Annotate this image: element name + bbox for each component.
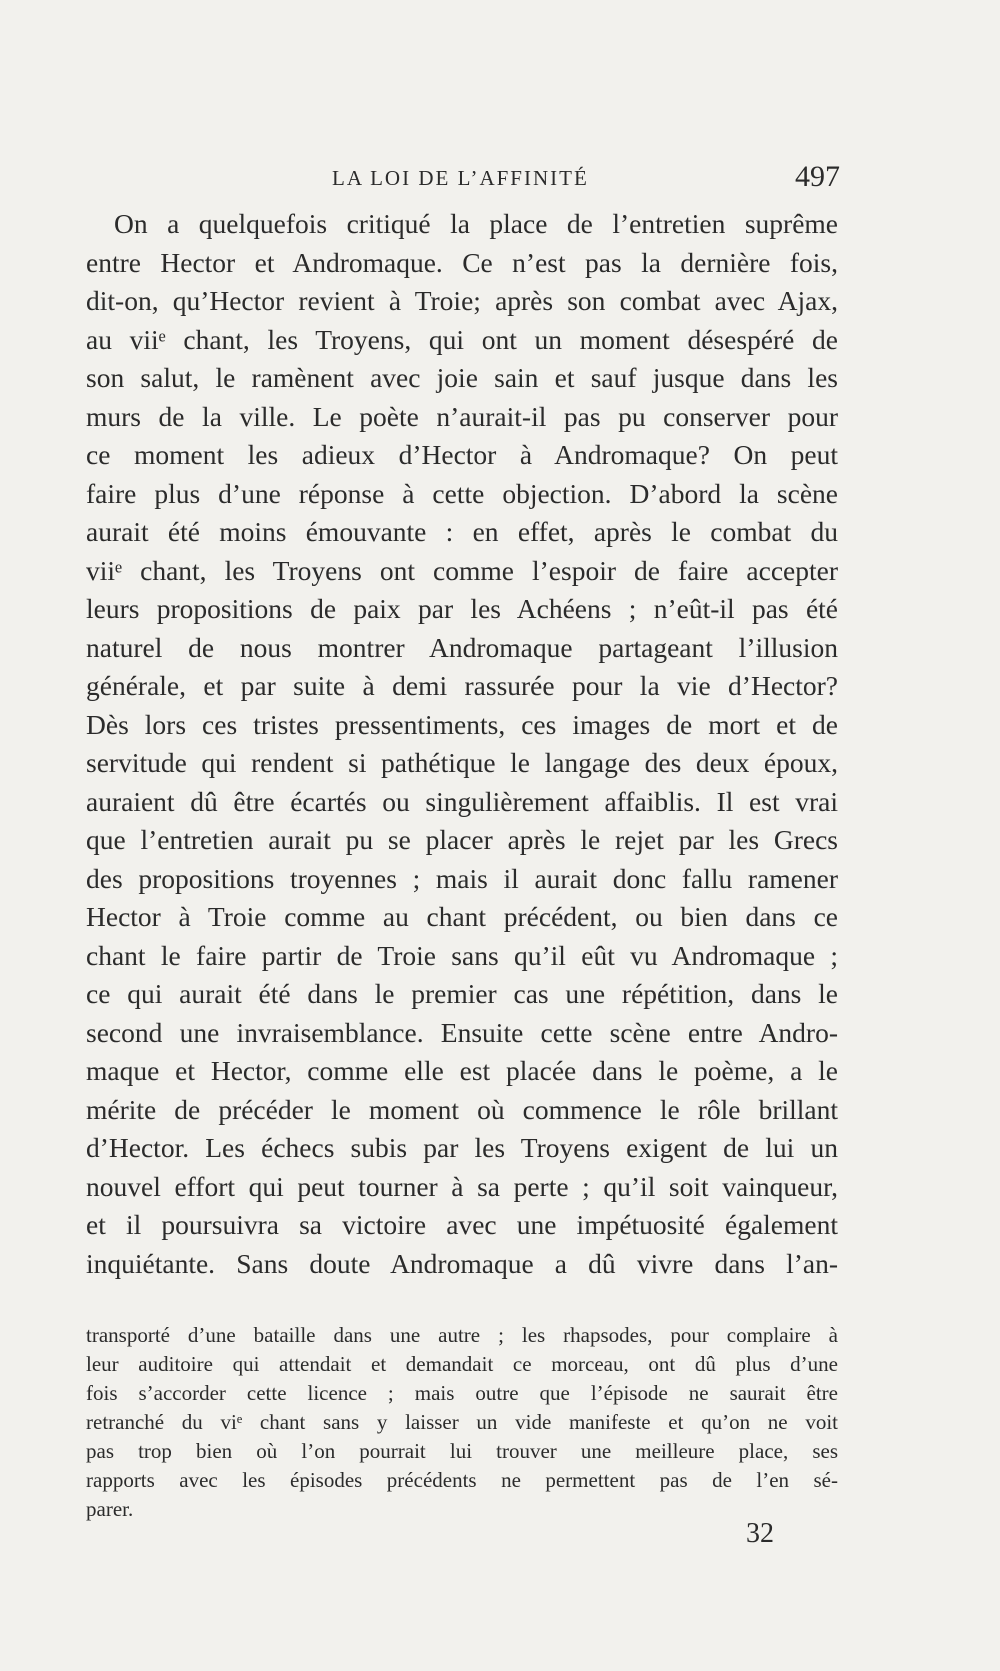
text-line: servitude qui rendent si pathétique le langage des deux époux, bbox=[86, 747, 838, 778]
text-line: chant le faire partir de Troie sans qu’il eût vu Andromaque ; bbox=[86, 939, 838, 971]
signature-mark: 32 bbox=[746, 1518, 774, 1549]
text-line: murs de la ville. Le poète n’aurait-il pas pu conserver pour bbox=[86, 400, 838, 432]
text-line: inquiétante. Sans doute Andromaque a dû vivre dans l’an- bbox=[86, 1247, 838, 1279]
text-line: second une invraisemblance. Ensuite cette scène entre Andro- bbox=[86, 1016, 838, 1048]
text-line: viiᵉ chant, les Troyens ont comme l’espoir de faire accepter bbox=[86, 554, 838, 586]
footnote-line: rapports avec les épisodes précédents ne permettent pas de l’en sé- bbox=[86, 1468, 838, 1492]
page-header bbox=[86, 160, 840, 204]
footnote-line: parer. bbox=[86, 1497, 134, 1521]
text-line: mérite de précéder le moment où commence le rôle brillant bbox=[86, 1093, 838, 1125]
footnote bbox=[86, 1321, 838, 1524]
text-line: au viiᵉ chant, les Troyens, qui ont un moment désespéré de bbox=[86, 323, 838, 355]
text-line: On a quelquefois critiqué la place de l’entretien suprême bbox=[114, 208, 838, 239]
text-line: Hector à Troie comme au chant précédent, ou bien dans ce bbox=[86, 901, 838, 932]
text-line: que l’entretien aurait pu se placer après le rejet par les Grecs bbox=[86, 824, 838, 855]
text-line: d’Hector. Les échecs subis par les Troyens exigent de lui un bbox=[86, 1132, 838, 1163]
body-text bbox=[86, 205, 838, 1283]
text-line: ce qui aurait été dans le premier cas une répétition, dans le bbox=[86, 978, 838, 1009]
running-title: LA LOI DE L’AFFINITÉ bbox=[332, 166, 589, 190]
text-line: faire plus d’une réponse à cette objection. D’abord la scène bbox=[86, 477, 838, 509]
footnote-line: retranché du viᵉ chant sans y laisser un vide manifeste et qu’on ne voit bbox=[86, 1410, 838, 1434]
text-line: leurs propositions de paix par les Achéens ; n’eût-il pas été bbox=[86, 593, 838, 624]
footnote-line: fois s’accorder cette licence ; mais outre que l’épisode ne saurait être bbox=[86, 1381, 838, 1405]
text-line: auraient dû être écartés ou singulièrement affaiblis. Il est vrai bbox=[86, 785, 838, 817]
text-line: maque et Hector, comme elle est placée dans le poème, a le bbox=[86, 1055, 838, 1086]
text-line: dit-on, qu’Hector revient à Troie; après son combat avec Ajax, bbox=[86, 285, 838, 316]
text-line: ce moment les adieux d’Hector à Andromaque? On peut bbox=[86, 439, 838, 470]
text-line: naturel de nous montrer Andromaque partageant l’illusion bbox=[86, 631, 838, 663]
text-line: Dès lors ces tristes pressentiments, ces images de mort et de bbox=[86, 708, 838, 740]
text-line: son salut, le ramènent avec joie sain et sauf jusque dans les bbox=[86, 362, 838, 393]
text-line: générale, et par suite à demi rassurée pour la vie d’Hector? bbox=[86, 670, 838, 701]
footnote-line: transporté d’une bataille dans une autre ; les rhapsodes, pour complaire à bbox=[86, 1323, 838, 1347]
footnote-line: leur auditoire qui attendait et demandait ce morceau, ont dû plus d’une bbox=[86, 1352, 838, 1376]
text-line: aurait été moins émouvante : en effet, après le combat du bbox=[86, 516, 838, 547]
text-line: nouvel effort qui peut tourner à sa perte ; qu’il soit vainqueur, bbox=[86, 1170, 838, 1202]
text-line: entre Hector et Andromaque. Ce n’est pas la dernière fois, bbox=[86, 246, 838, 278]
text-line: des propositions troyennes ; mais il aurait donc fallu ramener bbox=[86, 862, 838, 894]
footnote-line: pas trop bien où l’on pourrait lui trouver une meilleure place, ses bbox=[86, 1439, 838, 1463]
text-line: et il poursuivra sa victoire avec une impétuosité également bbox=[86, 1209, 838, 1240]
page-number: 497 bbox=[795, 160, 840, 193]
